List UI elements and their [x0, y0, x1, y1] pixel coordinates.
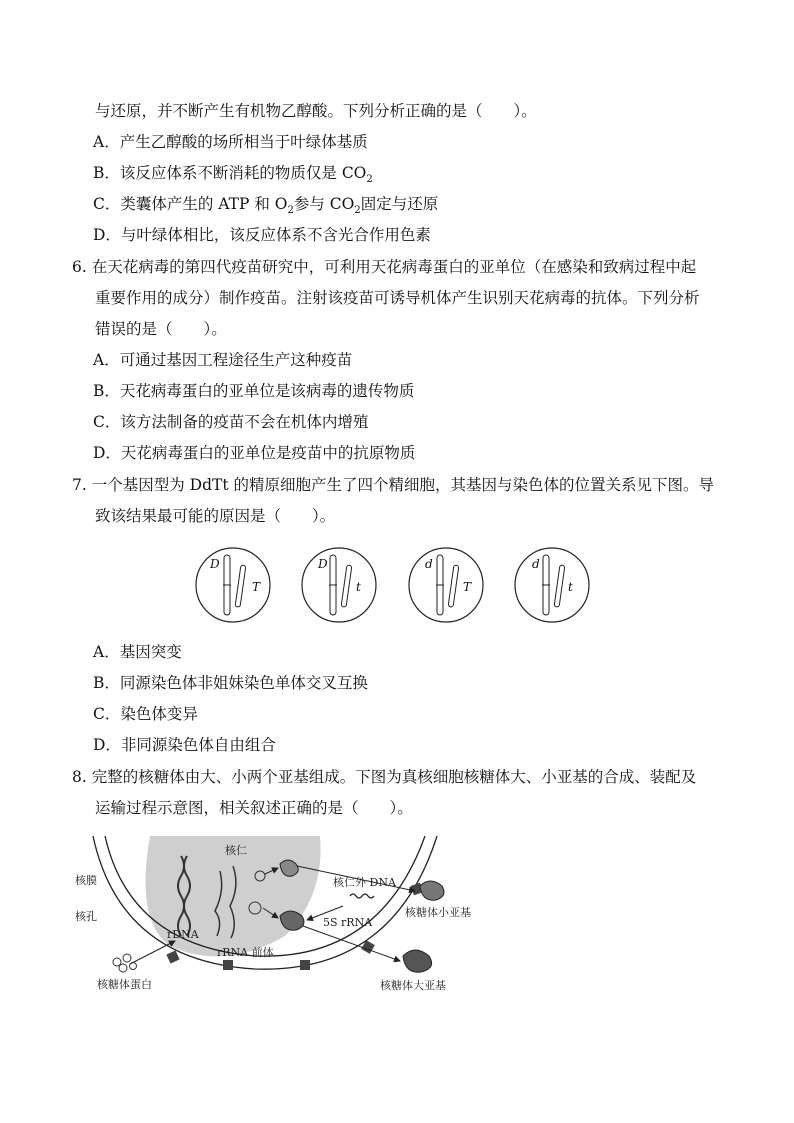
q6-option-b: B．天花病毒蛋白的亚单位是该病毒的遗传物质	[93, 382, 415, 400]
label-extranucleolar-dna: 核仁外 DNA	[333, 876, 396, 889]
large-subunit-icon	[403, 950, 432, 972]
label-5s-rrna: 5S rRNA	[323, 916, 373, 929]
q7-stem-line2: 致该结果最可能的原因是（ ）。	[95, 507, 336, 525]
q6-option-c: C．该方法制备的疫苗不会在机体内增殖	[93, 413, 369, 431]
cell2-gene-left: D	[318, 557, 328, 571]
q6-stem-line3: 错误的是（ ）。	[95, 320, 227, 338]
q8-stem-line1: 8. 完整的核糖体由大、小两个亚基组成。下图为真核细胞核糖体大、小亚基的合成、装配及	[72, 768, 697, 786]
small-subunit-icon	[420, 881, 444, 900]
q7-option-a: A．基因突变	[93, 643, 182, 661]
q6-option-a: A．可通过基因工程途径生产这种疫苗	[93, 351, 353, 369]
nuclear-pore-2	[223, 960, 233, 970]
cell3-gene-left: d	[425, 557, 433, 571]
label-rrna-precursor: rRNA 前体	[217, 946, 274, 959]
label-small-subunit: 核糖体小亚基	[405, 906, 471, 919]
q6-stem-line2: 重要作用的成分）制作疫苗。注射该疫苗可诱导机体产生识别天花病毒的抗体。下列分析	[95, 289, 700, 307]
q7-chromosome-figure	[190, 540, 610, 630]
q5-option-b: B．该反应体系不断消耗的物质仅是 $CO_2$	[93, 164, 373, 186]
sperm-cell-4	[515, 548, 589, 622]
label-ribosomal-protein: 核糖体蛋白	[97, 978, 152, 991]
label-large-subunit: 核糖体大亚基	[380, 979, 446, 992]
cell4-gene-right: t	[568, 580, 573, 594]
q5-option-d: D．与叶绿体相比，该反应体系不含光合作用色素	[93, 226, 431, 244]
cell4-gene-left: d	[532, 557, 540, 571]
nuclear-pore-3	[300, 960, 310, 970]
cell1-gene-left: D	[210, 557, 220, 571]
label-rdna: rDNA	[167, 928, 199, 941]
q7-option-d: D．非同源染色体自由组合	[93, 736, 276, 754]
label-nuclear-membrane: 核膜	[75, 874, 97, 887]
q5-option-c: C．类囊体产生的 ATP 和 $O_2$参与 $CO_2$固定与还原	[93, 195, 439, 217]
q8-ribosome-diagram	[75, 836, 495, 996]
q6-stem-line1: 6. 在天花病毒的第四代疫苗研究中，可利用天花病毒蛋白的亚单位（在感染和致病过程中起	[72, 258, 697, 276]
q8-stem-line2: 运输过程示意图，相关叙述正确的是（ ）。	[95, 799, 413, 817]
nuclear-pore-1	[166, 950, 179, 963]
q7-option-b: B．同源染色体非姐妹染色单体交叉互换	[93, 674, 368, 692]
label-nuclear-pore: 核孔	[75, 910, 97, 923]
sperm-cell-1	[196, 548, 270, 622]
sperm-cell-3	[409, 548, 483, 622]
q5-option-a: A．产生乙醇酸的场所相当于叶绿体基质	[93, 133, 368, 151]
sperm-cell-2	[302, 548, 376, 622]
cell3-gene-right: T	[463, 580, 472, 594]
q5-stem-cont: 与还原，并不断产生有机物乙醇酸。下列分析正确的是（ ）。	[95, 102, 537, 120]
label-nucleolus: 核仁	[225, 844, 247, 857]
cell2-gene-right: t	[356, 580, 361, 594]
q7-stem-line1: 7. 一个基因型为 DdTt 的精原细胞产生了四个精细胞，其基因与染色体的位置关系见下图。导	[72, 476, 714, 494]
cell1-gene-right: T	[252, 580, 261, 594]
q6-option-d: D．天花病毒蛋白的亚单位是疫苗中的抗原物质	[93, 444, 416, 462]
q7-option-c: C．染色体变异	[93, 705, 198, 723]
